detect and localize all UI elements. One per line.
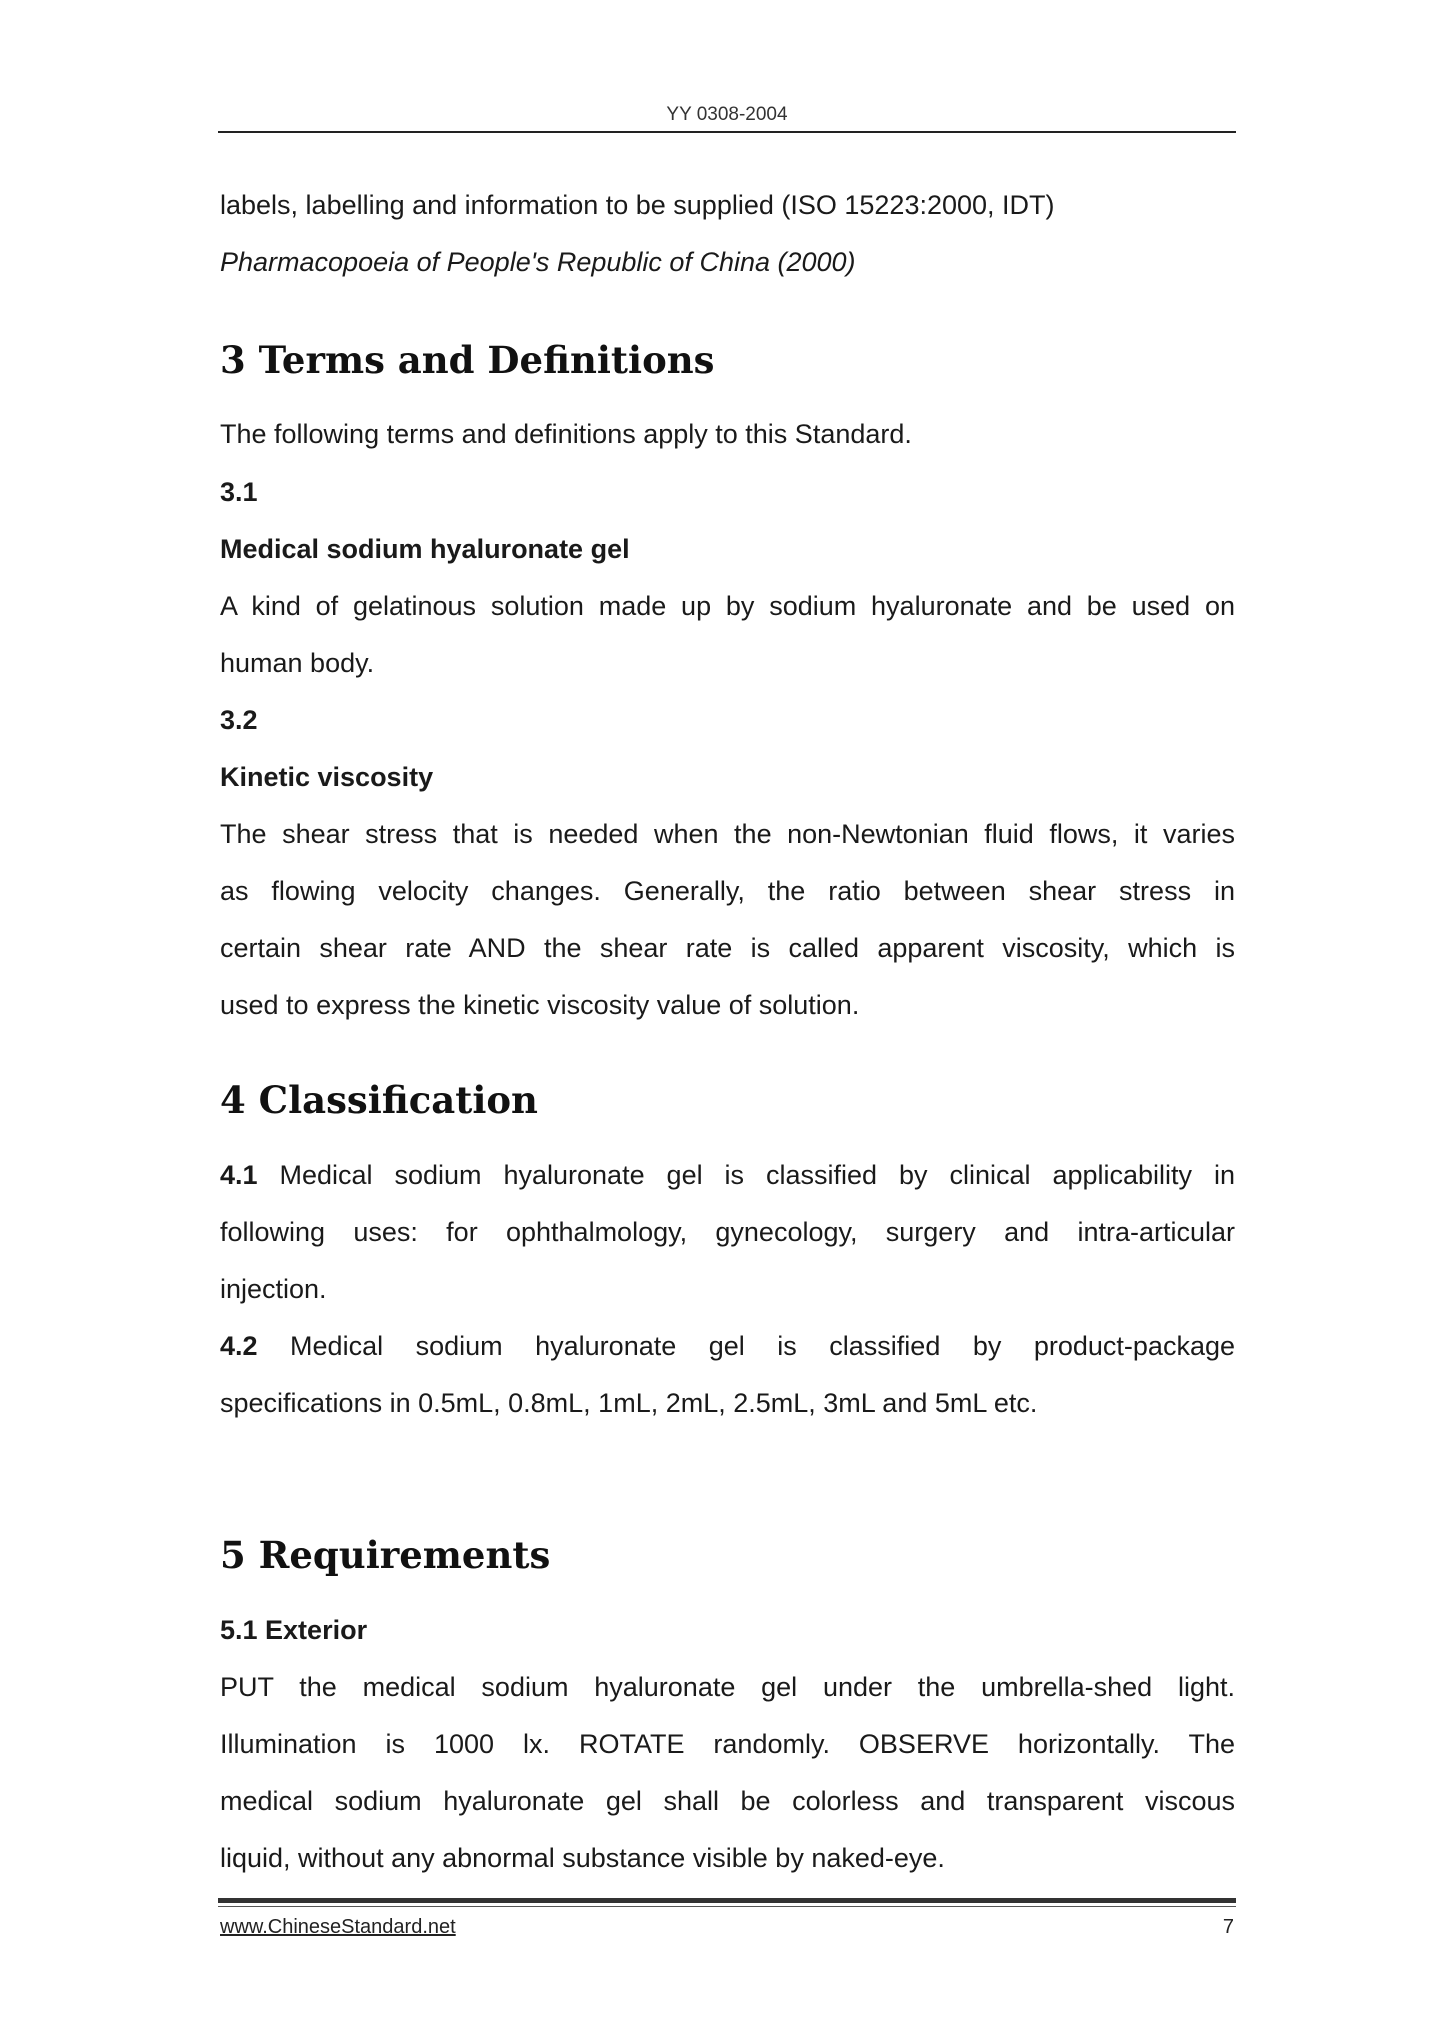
reference-line: labels, labelling and information to be supplied (ISO 15223:2000, IDT) [220, 190, 1055, 220]
term-number: 3.2 [220, 705, 258, 735]
requirement-line: medical sodium hyaluronate gel shall be colorless and transparent viscous [220, 1786, 1235, 1816]
term-definition-line: certain shear rate AND the shear rate is called apparent viscosity, which is [220, 933, 1235, 963]
section-4-heading: 4 Classification [220, 1078, 538, 1122]
classification-line [220, 1159, 1235, 1191]
clause-number: 4.2 [220, 1331, 258, 1361]
section-5-heading: 5 Requirements [220, 1533, 551, 1577]
footer-page-number: 7 [1222, 1916, 1234, 1938]
footer-rule-thin [218, 1906, 1236, 1907]
term-name: Kinetic viscosity [220, 762, 434, 792]
requirement-line: Illumination is 1000 lx. ROTATE randomly. OBSERVE horizontally. The [220, 1729, 1235, 1759]
footer-rule-thick [218, 1898, 1236, 1903]
classification-line: specifications in 0.5mL, 0.8mL, 1mL, 2mL, 2.5mL, 3mL and 5mL etc. [220, 1388, 1038, 1418]
header-rule [218, 131, 1236, 133]
term-number: 3.1 [220, 477, 258, 507]
requirement-line: PUT the medical sodium hyaluronate gel under the umbrella-shed light. [220, 1672, 1235, 1702]
term-definition-line: as flowing velocity changes. Generally, the ratio between shear stress in [220, 876, 1235, 906]
clause-text: Medical sodium hyaluronate gel is classified by clinical applicability in [257, 1160, 1235, 1190]
term-definition-line: used to express the kinetic viscosity value of solution. [220, 990, 860, 1020]
section-3-heading: 3 Terms and Definitions [220, 338, 715, 382]
classification-line: following uses: for ophthalmology, gynecology, surgery and intra-articular [220, 1217, 1235, 1247]
section-3-intro: The following terms and definitions apply to this Standard. [220, 419, 912, 449]
clause-text: Medical sodium hyaluronate gel is classified by product-package [257, 1331, 1235, 1361]
classification-line [220, 1330, 1235, 1362]
header-doc-id: YY 0308-2004 [666, 104, 788, 125]
classification-line: injection. [220, 1274, 327, 1304]
clause-number: 4.1 [220, 1160, 258, 1190]
term-definition-line: human body. [220, 648, 375, 678]
reference-line-italic: Pharmacopoeia of People's Republic of China (2000) [220, 247, 856, 277]
footer-website-link[interactable]: www.ChineseStandard.net [220, 1916, 456, 1938]
term-definition-line: A kind of gelatinous solution made up by sodium hyaluronate and be used on [220, 591, 1235, 621]
term-name: Medical sodium hyaluronate gel [220, 534, 630, 564]
term-definition-line: The shear stress that is needed when the non-Newtonian fluid flows, it varies [220, 819, 1235, 849]
subsection-heading: 5.1 Exterior [220, 1615, 368, 1645]
requirement-line: liquid, without any abnormal substance visible by naked-eye. [220, 1843, 945, 1873]
